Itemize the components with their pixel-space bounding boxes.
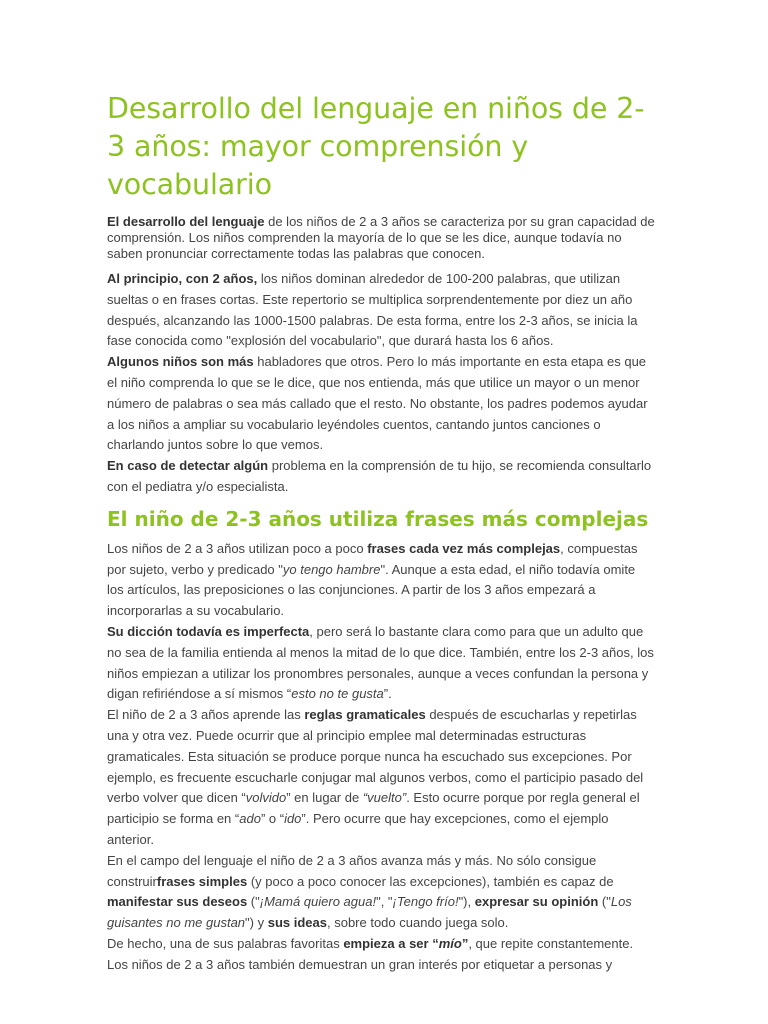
p7-text-7: ") y: [245, 915, 268, 931]
intro-bold: El desarrollo del lenguaje: [107, 214, 265, 229]
p4-italic-1: yo tengo hambre: [282, 561, 381, 577]
paragraph-favorite-word: [107, 934, 655, 955]
p8-bold-2: ”: [461, 935, 469, 951]
p7-bold-2: manifestar sus deseos: [107, 894, 248, 910]
p5-text-2: ”.: [383, 686, 392, 702]
p3-text: problema en la comprensión de tu hijo, se recomienda consultarlo con el pediatra y/o especialista.: [107, 458, 652, 494]
intro-paragraph: [107, 214, 655, 262]
p3-bold: En caso de detectar algún: [107, 458, 269, 474]
p7-text-2: (y poco a poco conocer las excepciones), también es capaz de: [247, 873, 614, 889]
p6-italic-3: ado: [239, 811, 261, 827]
paragraph-grammar-rules: [107, 705, 655, 851]
p1-bold: Al principio, con 2 años,: [107, 271, 258, 286]
paragraph-diction: [107, 622, 655, 705]
p6-bold-1: reglas gramaticales: [304, 707, 426, 723]
p7-bold-4: sus ideas: [267, 915, 327, 931]
intro-text: de los niños de 2 a 3 años se caracteriza por su gran capacidad de comprensión. Los niños comprenden la mayoría de lo que se les dice, aunque todavía no saben pronunciar correctamente todas las palabras que conocen.: [107, 214, 655, 261]
section-title: El niño de 2-3 años utiliza frases más complejas: [107, 506, 649, 531]
p7-bold-1: frases simples: [156, 873, 248, 889]
p7-text-6: (": [598, 894, 611, 910]
p6-italic-2: “vuelto”: [362, 790, 407, 806]
article-title: Desarrollo del lenguaje en niños de 2-3 años: mayor comprensión y vocabulario: [107, 92, 645, 201]
p6-italic-1: volvido: [245, 790, 287, 806]
paragraph-labeling: [107, 955, 655, 976]
p6-text-6: ”. Pero ocurre que hay excepciones, como el ejemplo anterior.: [107, 811, 609, 847]
p5-italic-1: esto no te gusta: [291, 686, 384, 702]
p7-text-1: En el campo del lenguaje el niño de 2 a 3 años avanza más y más. No sólo consigue construir: [107, 852, 597, 889]
p6-text-5: ” o “: [260, 811, 285, 827]
p5-bold-1: Su dicción todavía es imperfecta: [107, 623, 310, 639]
p7-italic-2: ¡Tengo frío!: [392, 894, 459, 910]
paragraph-complex-sentences: [107, 539, 655, 622]
article: [107, 90, 655, 976]
paragraph-vocabulary-growth: [107, 269, 655, 352]
p6-italic-4: ido: [284, 811, 302, 827]
p7-bold-3: expresar su opinión: [474, 894, 599, 910]
p4-bold-1: frases cada vez más complejas: [367, 540, 561, 556]
p2-bold: Algunos niños son más: [107, 354, 254, 370]
paragraph-talkative: [107, 352, 655, 456]
paragraph-pediatrician: [107, 456, 655, 498]
p7-text-8: , sobre todo cuando juega solo.: [326, 915, 509, 931]
p9-text-1: Los niños de 2 a 3 años también demuestran un gran interés por etiquetar a personas y: [107, 956, 613, 972]
paragraph-language-field: [107, 851, 655, 934]
p7-text-5: "),: [458, 894, 475, 910]
p7-italic-1: ¡Mamá quiero agua!: [259, 894, 377, 910]
p7-italic-3: Los guisantes no me gustan: [107, 894, 632, 931]
p2-text: habladores que otros. Pero lo más importante en esta etapa es que el niño comprenda lo que se le dice, que nos entienda, más que utilice un mayor o un menor número de palabras o sea más callado que el resto. No obstante, los padres podemos ayudar a los niños a ampliar su vocabulario leyéndoles cuentos, cantando juntos canciones o charlando juntos sobre lo que vemos.: [107, 354, 648, 453]
p6-text-2: después de escucharlas y repetirlas una y otra vez. Puede ocurrir que al principio emplee mal determinadas estructuras gramaticales. Esta situación se produce porque nunca ha escuchado sus excepciones. Por ejemplo, es frecuente escucharle conjugar mal algunos verbos, como el participio pasado del verbo volver que dicen “: [107, 707, 644, 806]
p8-bold-italic-1: mío: [438, 935, 462, 951]
p8-text-2: , que repite constantemente.: [468, 935, 634, 951]
p5-text-1: , pero será lo bastante clara como para que un adulto que no sea de la familia entienda al menos la mitad de lo que dice. También, entre los 2-3 años, los niños empiezan a utilizar los pronombres personales, aunque a veces confundan la persona y digan refiriéndose a sí mismos “: [107, 623, 654, 702]
p4-text-2: , compuestas por sujeto, verbo y predicado ": [107, 540, 638, 577]
p8-text-1: De hecho, una de sus palabras favoritas: [107, 935, 344, 951]
p4-text-3: ". Aunque a esta edad, el niño todavía omite los artículos, las preposiciones o las conjunciones. A partir de los 3 años empezará a incorporarlas a su vocabulario.: [107, 561, 636, 619]
p7-text-3: (": [247, 894, 260, 910]
p1-text: los niños dominan alrededor de 100-200 palabras, que utilizan sueltas o en frases cortas. Este repertorio se multiplica sorprendentemente por diez un año después, alcanzando las 1000-1500 palabras. De esta forma, entre los 2-3 años, se inicia la fase conocida como "explosión del vocabulario", que durará hasta los 6 años.: [107, 271, 638, 349]
p6-text-4: . Esto ocurre porque por regla general el participio se forma en “: [107, 790, 640, 827]
p4-text-1: Los niños de 2 a 3 años utilizan poco a poco: [107, 540, 368, 556]
p7-text-4: ", ": [376, 894, 393, 910]
p6-text-3: ” en lugar de: [286, 790, 363, 806]
p6-text-1: El niño de 2 a 3 años aprende las: [107, 707, 305, 723]
p8-bold-1: empieza a ser “: [343, 935, 439, 951]
